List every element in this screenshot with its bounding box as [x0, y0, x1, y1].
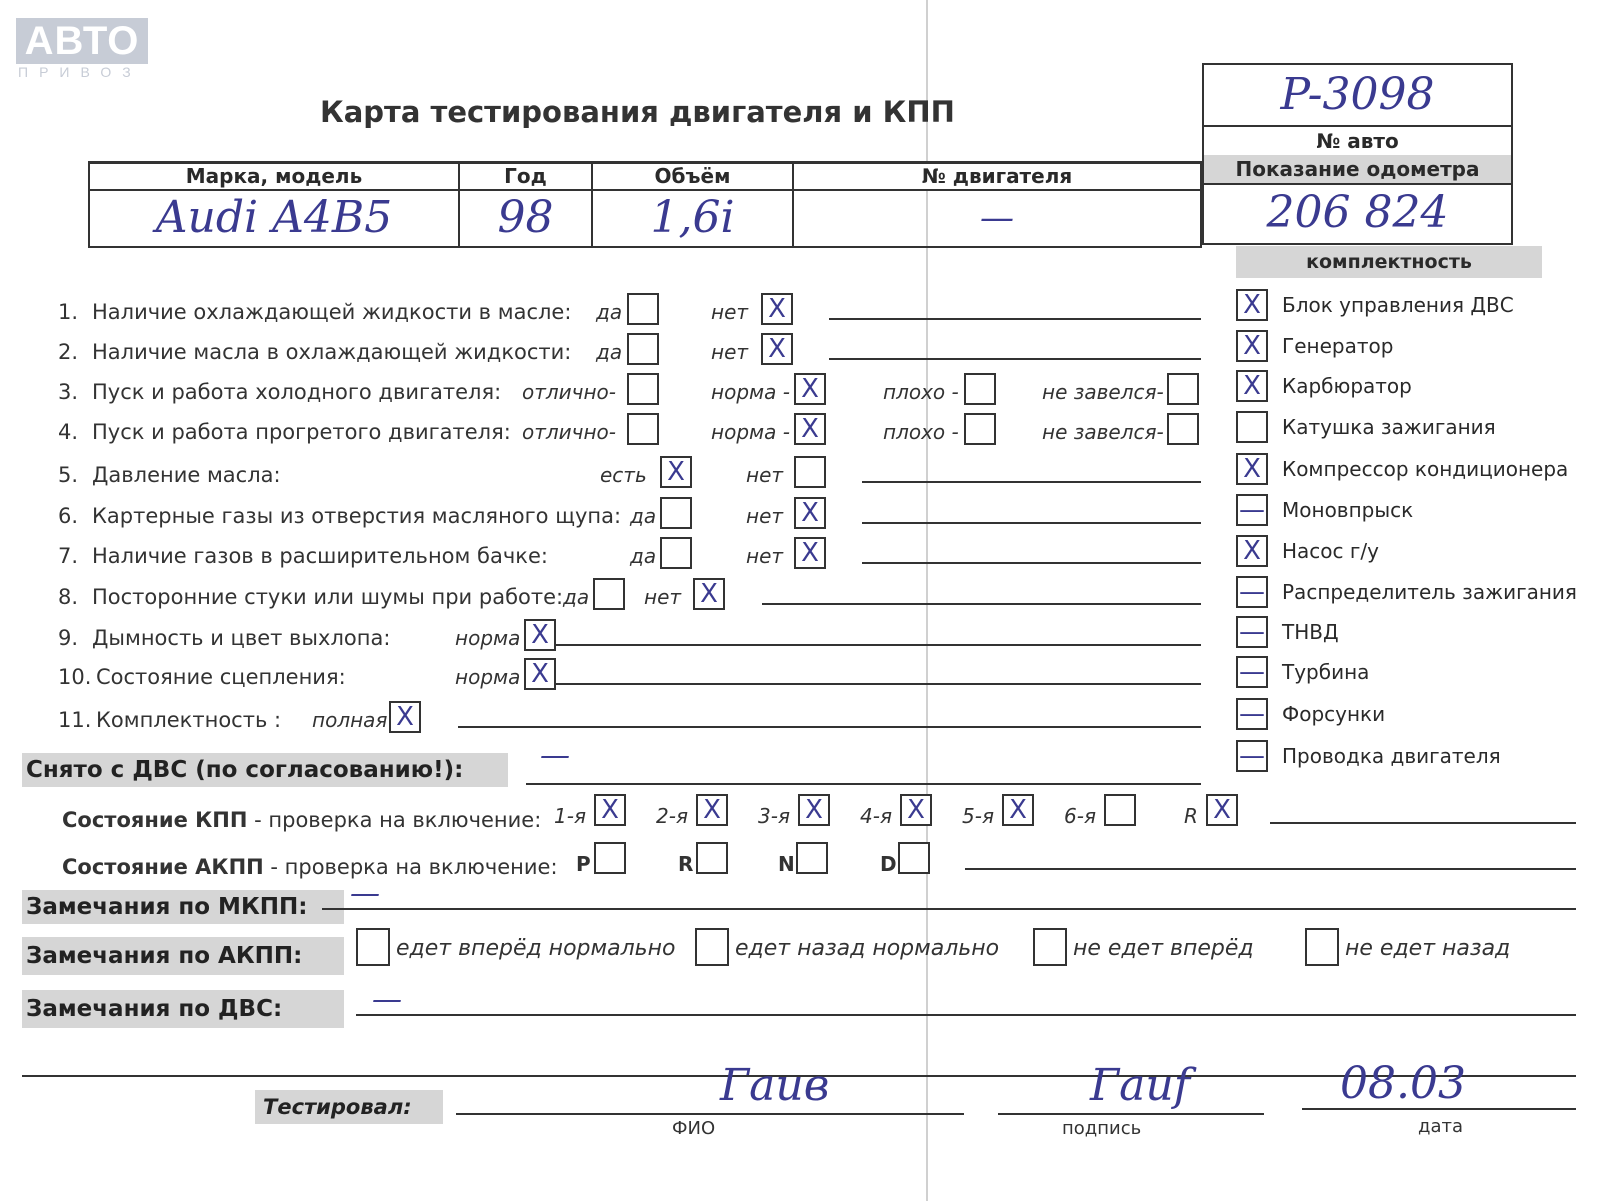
komplektnost-checkbox[interactable]: —	[1236, 576, 1268, 608]
question-option-label: да	[630, 544, 657, 568]
komplektnost-item	[1236, 411, 1556, 445]
komplektnost-checkbox[interactable]: —	[1236, 656, 1268, 688]
komplektnost-item-label: Генератор	[1282, 334, 1394, 358]
komplektnost-checkbox[interactable]: —	[1236, 494, 1268, 526]
question-option-checkbox[interactable]	[627, 413, 659, 445]
question-option-label: есть	[600, 463, 647, 487]
question-text: Дымность и цвет выхлопа:	[92, 626, 391, 650]
komplektnost-item-label: Моновпрыск	[1282, 498, 1414, 522]
question-option-label: плохо -	[883, 380, 959, 404]
car-number-value: P-3098	[1280, 69, 1435, 120]
kpp-gear-label: R	[1184, 804, 1198, 828]
kpp-label-bold: Состояние КПП	[62, 808, 248, 832]
question-number: 10.	[58, 665, 92, 689]
volume-value: 1,6i	[650, 192, 735, 243]
fio-value: Гаив	[720, 1060, 830, 1111]
question-option-label: да	[596, 300, 623, 324]
komplektnost-checkbox[interactable]: —	[1236, 616, 1268, 648]
question-comment-line	[862, 522, 1201, 524]
komplektnost-item	[1236, 698, 1556, 732]
akpp-position-checkbox[interactable]	[594, 842, 626, 874]
question-number: 7.	[58, 544, 79, 568]
vehicle-header-table	[88, 161, 1202, 248]
akpp-position-checkbox[interactable]	[696, 842, 728, 874]
komplektnost-item	[1236, 656, 1556, 690]
question-option-checkbox[interactable]: X	[794, 497, 826, 529]
komplektnost-item	[1236, 740, 1556, 774]
engine-no-label: № двигателя	[794, 164, 1200, 191]
odometer-value: 206 824	[1266, 187, 1449, 238]
question-option-checkbox[interactable]: X	[389, 701, 421, 733]
komplektnost-item-label: Проводка двигателя	[1282, 744, 1501, 768]
komplektnost-item	[1236, 494, 1556, 528]
kpp-label-rest: - проверка на включение:	[247, 808, 542, 832]
question-option-label: нет	[746, 544, 784, 568]
question-option-checkbox[interactable]	[627, 373, 659, 405]
komplektnost-checkbox[interactable]: X	[1236, 535, 1268, 567]
akpp-remark-checkbox[interactable]	[695, 928, 729, 966]
question-option-label: отлично-	[522, 380, 617, 404]
question-option-checkbox[interactable]	[1167, 413, 1199, 445]
akpp-remark-label: едет вперёд нормально	[396, 936, 676, 961]
kpp-gear-label: 3-я	[758, 804, 790, 828]
kpp-gear-label: 2-я	[656, 804, 688, 828]
question-comment-line	[762, 603, 1201, 605]
kpp-line	[1270, 822, 1576, 824]
fio-line	[456, 1113, 964, 1115]
question-option-checkbox[interactable]: X	[660, 456, 692, 488]
question-text: Давление масла:	[92, 463, 281, 487]
question-number: 1.	[58, 300, 79, 324]
dvs-remarks-line	[356, 1014, 1576, 1016]
removed-value: —	[540, 738, 570, 773]
engine-no-value: —	[980, 198, 1014, 238]
question-number: 2.	[58, 340, 79, 364]
komplektnost-item-label: Катушка зажигания	[1282, 415, 1496, 439]
question-option-checkbox[interactable]	[964, 413, 996, 445]
car-number-box	[1202, 63, 1513, 245]
komplektnost-item-label: Распределитель зажигания	[1282, 580, 1577, 604]
question-option-label: нет	[711, 300, 749, 324]
question-number: 11.	[58, 708, 92, 732]
date-value: 08.03	[1340, 1058, 1466, 1109]
question-comment-line	[556, 644, 1201, 646]
fio-label: ФИО	[672, 1118, 716, 1139]
question-text: Посторонние стуки или шумы при работе:	[92, 585, 564, 609]
page-title: Карта тестирования двигателя и КПП	[320, 95, 955, 129]
engine-no-cell	[794, 164, 1200, 246]
komplektnost-item	[1236, 289, 1556, 323]
komplektnost-item	[1236, 370, 1556, 404]
car-number-label: № авто	[1204, 125, 1511, 157]
question-text: Комплектность :	[96, 708, 282, 732]
question-option-label: отлично-	[522, 420, 617, 444]
question-option-label: нет	[711, 340, 749, 364]
question-comment-line	[458, 726, 1201, 728]
akpp-label-bold: Состояние АКПП	[62, 855, 264, 879]
akpp-remark-label: едет назад нормально	[735, 936, 1000, 961]
signature-line	[998, 1113, 1264, 1115]
question-option-label: плохо -	[883, 420, 959, 444]
question-number: 5.	[58, 463, 79, 487]
question-text: Наличие газов в расширительном бачке:	[92, 544, 548, 568]
question-option-label: полная	[312, 708, 388, 732]
kpp-gear-checkbox[interactable]: X	[1002, 794, 1034, 826]
akpp-remark-checkbox[interactable]	[1033, 928, 1067, 966]
question-option-checkbox[interactable]	[627, 293, 659, 325]
kpp-label	[62, 808, 541, 832]
kpp-gear-checkbox[interactable]: X	[696, 794, 728, 826]
mkpp-remarks-label: Замечания по МКПП:	[22, 890, 344, 924]
question-option-label: норма	[455, 665, 521, 689]
question-option-checkbox[interactable]	[660, 537, 692, 569]
question-text: Наличие масла в охлаждающей жидкости:	[92, 340, 572, 364]
question-number: 3.	[58, 380, 79, 404]
volume-label: Объём	[593, 164, 792, 191]
akpp-remark-label: не едет назад	[1345, 936, 1511, 961]
question-comment-line	[862, 481, 1201, 483]
question-number: 6.	[58, 504, 79, 528]
akpp-position-checkbox[interactable]	[898, 842, 930, 874]
question-comment-line	[829, 358, 1201, 360]
date-line	[1302, 1108, 1576, 1110]
question-option-checkbox[interactable]: X	[794, 373, 826, 405]
komplektnost-item-label: Блок управления ДВС	[1282, 293, 1514, 317]
komplektnost-item	[1236, 330, 1556, 364]
question-option-checkbox[interactable]: X	[524, 658, 556, 690]
komplektnost-checkbox[interactable]	[1236, 411, 1268, 443]
question-option-label: нет	[644, 585, 682, 609]
komplektnost-item	[1236, 535, 1556, 569]
question-option-label: нет	[746, 463, 784, 487]
question-text: Наличие охлаждающей жидкости в масле:	[92, 300, 572, 324]
removed-label: Снято с ДВС (по согласованию!):	[22, 753, 508, 787]
question-option-checkbox[interactable]	[794, 456, 826, 488]
question-option-checkbox[interactable]: X	[794, 537, 826, 569]
akpp-position-label: R	[678, 852, 694, 876]
komplektnost-item-label: Карбюратор	[1282, 374, 1412, 398]
year-value: 98	[497, 192, 554, 243]
komplektnost-checkbox[interactable]: X	[1236, 289, 1268, 321]
komplektnost-checkbox[interactable]: —	[1236, 740, 1268, 772]
question-text: Пуск и работа холодного двигателя:	[92, 380, 502, 404]
akpp-remark-label: не едет вперёд	[1073, 936, 1254, 961]
question-option-checkbox[interactable]	[660, 497, 692, 529]
question-option-checkbox[interactable]: X	[524, 619, 556, 651]
komplektnost-title: комплектность	[1236, 246, 1542, 278]
mkpp-remarks-line	[322, 908, 1576, 910]
question-comment-line	[556, 683, 1201, 685]
akpp-position-label: P	[576, 852, 591, 876]
odometer-label: Показание одометра	[1204, 155, 1511, 185]
komplektnost-item	[1236, 616, 1556, 650]
kpp-gear-label: 6-я	[1064, 804, 1096, 828]
kpp-gear-label: 1-я	[554, 804, 586, 828]
akpp-remark-checkbox[interactable]	[356, 928, 390, 966]
kpp-gear-checkbox[interactable]	[1104, 794, 1136, 826]
kpp-gear-checkbox[interactable]: X	[594, 794, 626, 826]
kpp-gear-checkbox[interactable]: X	[798, 794, 830, 826]
akpp-remarks-label: Замечания по АКПП:	[22, 937, 344, 975]
akpp-label-rest: - проверка на включение:	[263, 855, 558, 879]
komplektnost-checkbox[interactable]: X	[1236, 370, 1268, 402]
komplektnost-item-label: Насос г/у	[1282, 539, 1379, 563]
question-comment-line	[862, 562, 1201, 564]
volume-cell	[593, 164, 794, 246]
komplektnost-checkbox[interactable]: X	[1236, 453, 1268, 485]
removed-line	[526, 783, 1201, 785]
question-option-label: норма	[455, 626, 521, 650]
akpp-position-label: D	[880, 852, 897, 876]
question-text: Состояние сцепления:	[96, 665, 346, 689]
komplektnost-item-label: Компрессор кондиционера	[1282, 457, 1569, 481]
question-option-label: нет	[746, 504, 784, 528]
question-text: Пуск и работа прогретого двигателя:	[92, 420, 511, 444]
komplektnost-checkbox[interactable]: X	[1236, 330, 1268, 362]
question-option-checkbox[interactable]	[627, 333, 659, 365]
signature-label: подпись	[1062, 1118, 1142, 1139]
question-option-checkbox[interactable]	[593, 578, 625, 610]
akpp-position-checkbox[interactable]	[796, 842, 828, 874]
brand-cell	[90, 164, 460, 246]
question-option-label: да	[563, 585, 590, 609]
komplektnost-item	[1236, 453, 1569, 487]
komplektnost-item-label: Турбина	[1282, 660, 1370, 684]
logo-subtitle: ПРИВОЗ	[18, 64, 142, 80]
question-text: Картерные газы из отверстия масляного щупа:	[92, 504, 622, 528]
question-option-label: да	[596, 340, 623, 364]
kpp-gear-label: 5-я	[962, 804, 994, 828]
logo: АВТО	[16, 18, 148, 64]
question-option-label: норма -	[711, 420, 790, 444]
question-number: 9.	[58, 626, 79, 650]
question-option-checkbox[interactable]: X	[794, 413, 826, 445]
question-option-label: норма -	[711, 380, 790, 404]
tested-label: Тестировал:	[255, 1090, 443, 1124]
komplektnost-checkbox[interactable]: —	[1236, 698, 1268, 730]
question-option-label: не завелся-	[1042, 420, 1164, 444]
kpp-gear-checkbox[interactable]: X	[1206, 794, 1238, 826]
dvs-remarks-label: Замечания по ДВС:	[22, 990, 344, 1028]
question-comment-line	[829, 318, 1201, 320]
question-option-checkbox[interactable]	[1167, 373, 1199, 405]
question-number: 4.	[58, 420, 79, 444]
akpp-position-label: N	[778, 852, 795, 876]
brand-label: Марка, модель	[90, 164, 458, 191]
question-option-label: не завелся-	[1042, 380, 1164, 404]
question-option-checkbox[interactable]: X	[761, 333, 793, 365]
brand-value: Audi A4B5	[155, 192, 393, 243]
komplektnost-item-label: Форсунки	[1282, 702, 1386, 726]
year-cell	[460, 164, 593, 246]
year-label: Год	[460, 164, 591, 191]
akpp-remark-checkbox[interactable]	[1305, 928, 1339, 966]
akpp-label	[62, 855, 558, 879]
question-option-checkbox[interactable]	[964, 373, 996, 405]
question-option-checkbox[interactable]: X	[693, 578, 725, 610]
date-label: дата	[1418, 1116, 1463, 1137]
question-option-label: да	[630, 504, 657, 528]
komplektnost-item-label: ТНВД	[1282, 620, 1339, 644]
komplektnost-item	[1236, 576, 1577, 610]
mkpp-remarks-value: —	[350, 876, 380, 911]
question-option-checkbox[interactable]: X	[761, 293, 793, 325]
dvs-remarks-value: —	[372, 982, 402, 1017]
kpp-gear-label: 4-я	[860, 804, 892, 828]
kpp-gear-checkbox[interactable]: X	[900, 794, 932, 826]
signature-value: Гаиf	[1090, 1060, 1190, 1111]
question-number: 8.	[58, 585, 79, 609]
akpp-line	[965, 868, 1576, 870]
